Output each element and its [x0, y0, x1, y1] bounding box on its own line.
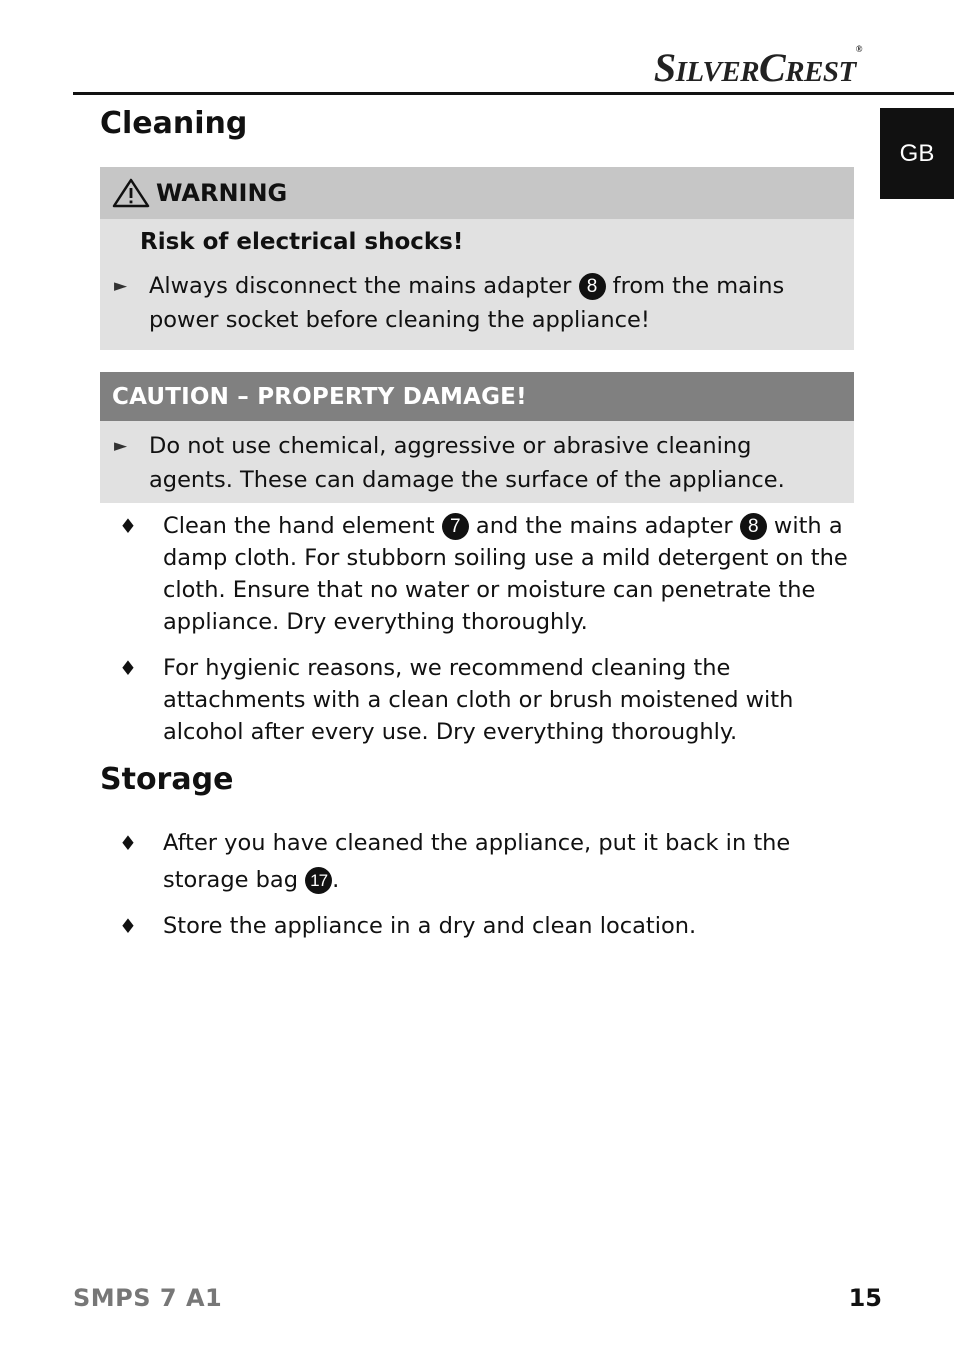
caution-item: ► Do not use chemical, aggressive or abrasive cleaning agents. These can damage the surface of the appliance.: [100, 429, 854, 497]
section-title-storage: Storage: [100, 762, 234, 797]
language-tab: GB: [880, 108, 954, 199]
warning-subhead: Risk of electrical shocks!: [140, 229, 464, 255]
reference-number: 7: [442, 513, 469, 540]
caution-box: [100, 372, 854, 503]
brand-logo: SILVERCREST®: [653, 44, 862, 90]
section-title-cleaning: Cleaning: [100, 106, 248, 141]
reference-number: 8: [579, 273, 606, 300]
warning-box: [100, 167, 854, 350]
warning-header: [100, 167, 854, 219]
arrow-icon: ►: [114, 276, 128, 296]
storage-bullet-2: ♦ Store the appliance in a dry and clean location.: [100, 910, 854, 942]
cleaning-bullet-1: ♦ Clean the hand element 7 and the mains adapter 8 with a damp cloth. For stubborn soiling use a mild detergent on the cloth. Ensure that no water or moisture can penetrate the appliance. Dry everything thoroughly.: [100, 510, 854, 638]
caution-label: CAUTION – PROPERTY DAMAGE!: [112, 383, 527, 410]
warning-label: WARNING: [156, 179, 288, 207]
diamond-bullet-icon: ♦: [119, 914, 137, 938]
page-number: 15: [848, 1284, 882, 1312]
arrow-icon: ►: [114, 436, 128, 456]
header-rule: [73, 92, 954, 95]
footer-model: SMPS 7 A1: [73, 1284, 223, 1312]
diamond-bullet-icon: ♦: [119, 831, 137, 855]
warning-triangle-icon: [112, 178, 150, 208]
diamond-bullet-icon: ♦: [119, 514, 137, 538]
cleaning-bullet-2: ♦ For hygienic reasons, we recommend cleaning the attachments with a clean cloth or brush moistened with alcohol after every use. Dry everything thoroughly.: [100, 652, 854, 748]
reference-number: 17: [305, 867, 332, 894]
storage-bullet-1: ♦ After you have cleaned the appliance, put it back in the storage bag 17 .: [100, 825, 854, 899]
reference-number: 8: [740, 513, 767, 540]
warning-item: ► Always disconnect the mains adapter 8 from the mains power socket before cleaning the appliance!: [100, 269, 854, 337]
diamond-bullet-icon: ♦: [119, 656, 137, 680]
caution-header: [100, 372, 854, 421]
